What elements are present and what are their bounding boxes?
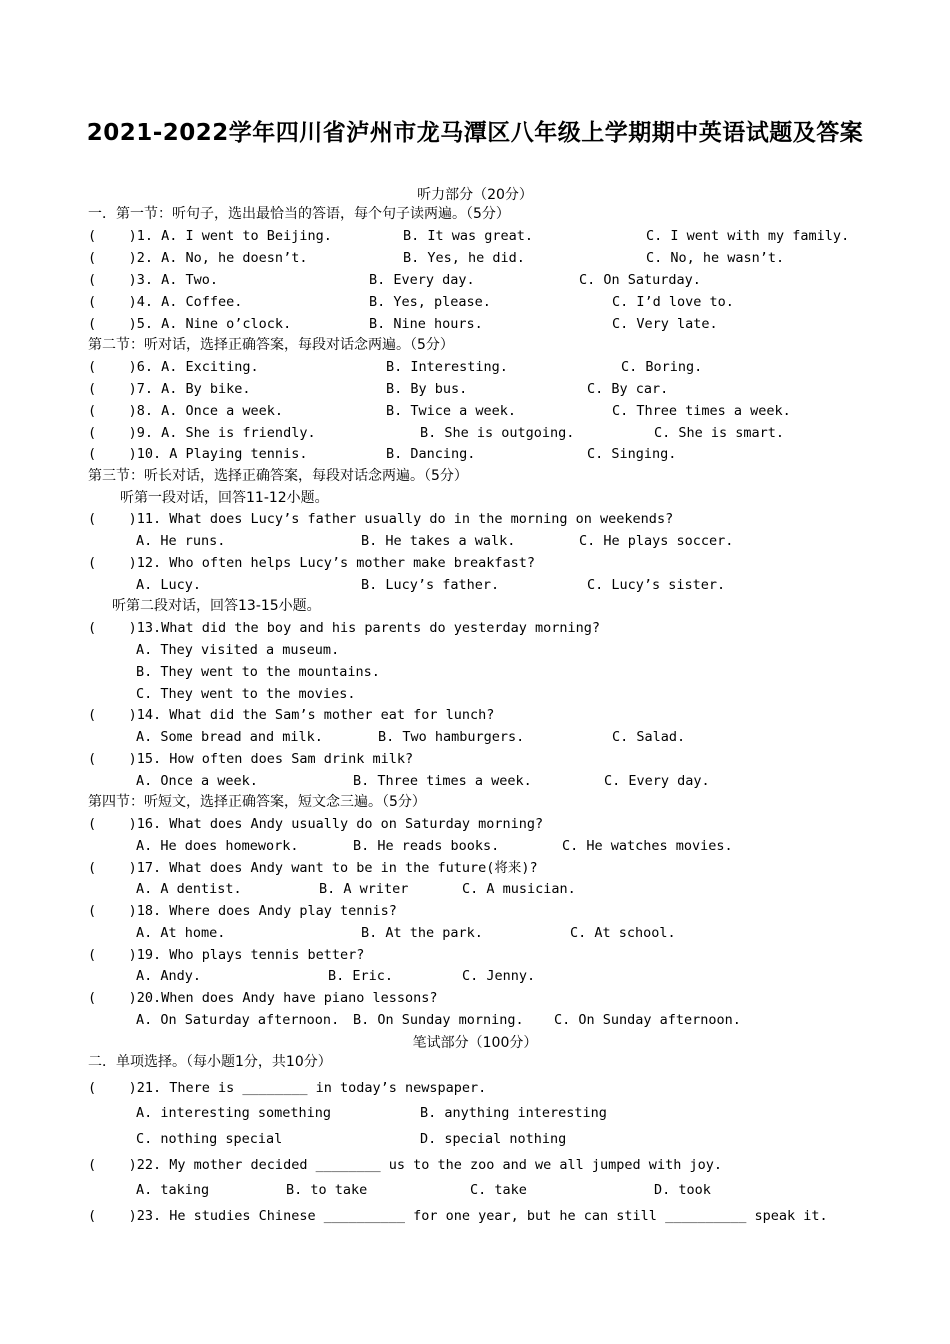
q10-a: ( )10. A Playing tennis.: [88, 446, 308, 462]
q10-c: C. Singing.: [587, 446, 677, 462]
q16-stem: ( )16. What does Andy usually do on Saturday morning?: [88, 816, 544, 832]
q18-a: A. At home.: [136, 925, 226, 941]
q18-c: C. At school.: [570, 925, 676, 941]
q19-b: B. Eric.: [328, 968, 394, 984]
q4-a: ( )4. A. Coffee.: [88, 294, 243, 310]
q6-b: B. Interesting.: [386, 359, 508, 375]
section-2-header: 第二节：听对话，选择正确答案，每段对话念两遍。（5分）: [88, 337, 454, 353]
q12-a: A. Lucy.: [136, 577, 202, 593]
q20-b: B. On Sunday morning.: [353, 1012, 524, 1028]
q14-stem: ( )14. What did the Sam’s mother eat for lunch?: [88, 707, 495, 723]
q20-stem: ( )20.When does Andy have piano lessons?: [88, 990, 438, 1006]
q18-stem: ( )18. Where does Andy play tennis?: [88, 903, 397, 919]
q6-c: C. Boring.: [621, 359, 703, 375]
q15-a: A. Once a week.: [136, 773, 258, 789]
q20-a: A. On Saturday afternoon.: [136, 1012, 340, 1028]
section-4-header: 第四节：听短文，选择正确答案，短文念三遍。（5分）: [88, 794, 426, 810]
q9-b: B. She is outgoing.: [420, 425, 575, 441]
q22-b: B. to take: [286, 1182, 368, 1198]
q3-b: B. Every day.: [369, 272, 475, 288]
q21-b: B. anything interesting: [420, 1105, 607, 1121]
q3-a: ( )3. A. Two.: [88, 272, 219, 288]
q18-b: B. At the park.: [361, 925, 483, 941]
q1-c: C. I went with my family.: [646, 228, 850, 244]
listening-header: 听力部分（20分）: [417, 187, 533, 203]
q16-b: B. He reads books.: [353, 838, 500, 854]
q23-stem: ( )23. He studies Chinese __________ for one year, but he can still __________ speak it.: [88, 1208, 828, 1224]
q19-stem: ( )19. Who plays tennis better?: [88, 947, 365, 963]
q8-a: ( )8. A. Once a week.: [88, 403, 284, 419]
q2-b: B. Yes, he did.: [403, 250, 525, 266]
q15-c: C. Every day.: [604, 773, 710, 789]
section-1-header: 一．第一节：听句子，选出最恰当的答语，每个句子读两遍。（5分）: [88, 206, 510, 222]
q14-a: A. Some bread and milk.: [136, 729, 323, 745]
q9-c: C. She is smart.: [654, 425, 785, 441]
q11-c: C. He plays soccer.: [579, 533, 734, 549]
q10-b: B. Dancing.: [386, 446, 476, 462]
q22-d: D. took: [654, 1182, 711, 1198]
q20-c: C. On Sunday afternoon.: [554, 1012, 741, 1028]
q7-a: ( )7. A. By bike.: [88, 381, 251, 397]
q7-b: B. By bus.: [386, 381, 468, 397]
q2-a: ( )2. A. No, he doesn’t.: [88, 250, 308, 266]
q21-a: A. interesting something: [136, 1105, 332, 1121]
q17-stem: ( )17. What does Andy want to be in the future(将来)?: [88, 860, 538, 876]
q22-c: C. take: [470, 1182, 527, 1198]
written-header: 笔试部分（100分）: [412, 1035, 538, 1051]
q2-c: C. No, he wasn’t.: [646, 250, 785, 266]
q11-stem: ( )11. What does Lucy’s father usually do in the morning on weekends?: [88, 511, 674, 527]
q8-c: C. Three times a week.: [612, 403, 791, 419]
q16-c: C. He watches movies.: [562, 838, 733, 854]
q13-a: A. They visited a museum.: [136, 642, 340, 658]
q21-d: D. special nothing: [420, 1131, 567, 1147]
q14-c: C. Salad.: [612, 729, 686, 745]
q12-stem: ( )12. Who often helps Lucy’s mother make breakfast?: [88, 555, 536, 571]
q22-a: A. taking: [136, 1182, 210, 1198]
q17-c: C. A musician.: [462, 881, 576, 897]
q13-stem: ( )13.What did the boy and his parents do yesterday morning?: [88, 620, 601, 636]
q21-stem: ( )21. There is ________ in today’s newspaper.: [88, 1080, 487, 1096]
q16-a: A. He does homework.: [136, 838, 299, 854]
q15-b: B. Three times a week.: [353, 773, 532, 789]
section-3-sub1: 听第一段对话，回答11-12小题。: [120, 490, 329, 506]
q13-b: B. They went to the mountains.: [136, 664, 380, 680]
section-3-header: 第三节：听长对话，选择正确答案，每段对话念两遍。（5分）: [88, 468, 468, 484]
q17-a: A. A dentist.: [136, 881, 242, 897]
q6-a: ( )6. A. Exciting.: [88, 359, 259, 375]
q11-b: B. He takes a walk.: [361, 533, 516, 549]
q12-c: C. Lucy’s sister.: [587, 577, 726, 593]
q1-a: ( )1. A. I went to Beijing.: [88, 228, 332, 244]
q5-a: ( )5. A. Nine o’clock.: [88, 316, 292, 332]
q13-c: C. They went to the movies.: [136, 686, 356, 702]
q17-b: B. A writer: [319, 881, 409, 897]
q5-b: B. Nine hours.: [369, 316, 483, 332]
q1-b: B. It was great.: [403, 228, 534, 244]
q19-a: A. Andy.: [136, 968, 202, 984]
q14-b: B. Two hamburgers.: [378, 729, 525, 745]
q21-c: C. nothing special: [136, 1131, 283, 1147]
q15-stem: ( )15. How often does Sam drink milk?: [88, 751, 414, 767]
page-title: 2021-2022学年四川省泸州市龙马潭区八年级上学期期中英语试题及答案: [86, 120, 864, 146]
q4-c: C. I’d love to.: [612, 294, 734, 310]
q11-a: A. He runs.: [136, 533, 226, 549]
q4-b: B. Yes, please.: [369, 294, 491, 310]
q5-c: C. Very late.: [612, 316, 718, 332]
q3-c: C. On Saturday.: [579, 272, 701, 288]
q8-b: B. Twice a week.: [386, 403, 517, 419]
q12-b: B. Lucy’s father.: [361, 577, 500, 593]
part-2-header: 二．单项选择。（每小题1分，共10分）: [88, 1054, 332, 1070]
section-3-sub2: 听第二段对话，回答13-15小题。: [112, 598, 321, 614]
q19-c: C. Jenny.: [462, 968, 536, 984]
q7-c: C. By car.: [587, 381, 669, 397]
q22-stem: ( )22. My mother decided ________ us to the zoo and we all jumped with joy.: [88, 1157, 722, 1173]
q9-a: ( )9. A. She is friendly.: [88, 425, 316, 441]
